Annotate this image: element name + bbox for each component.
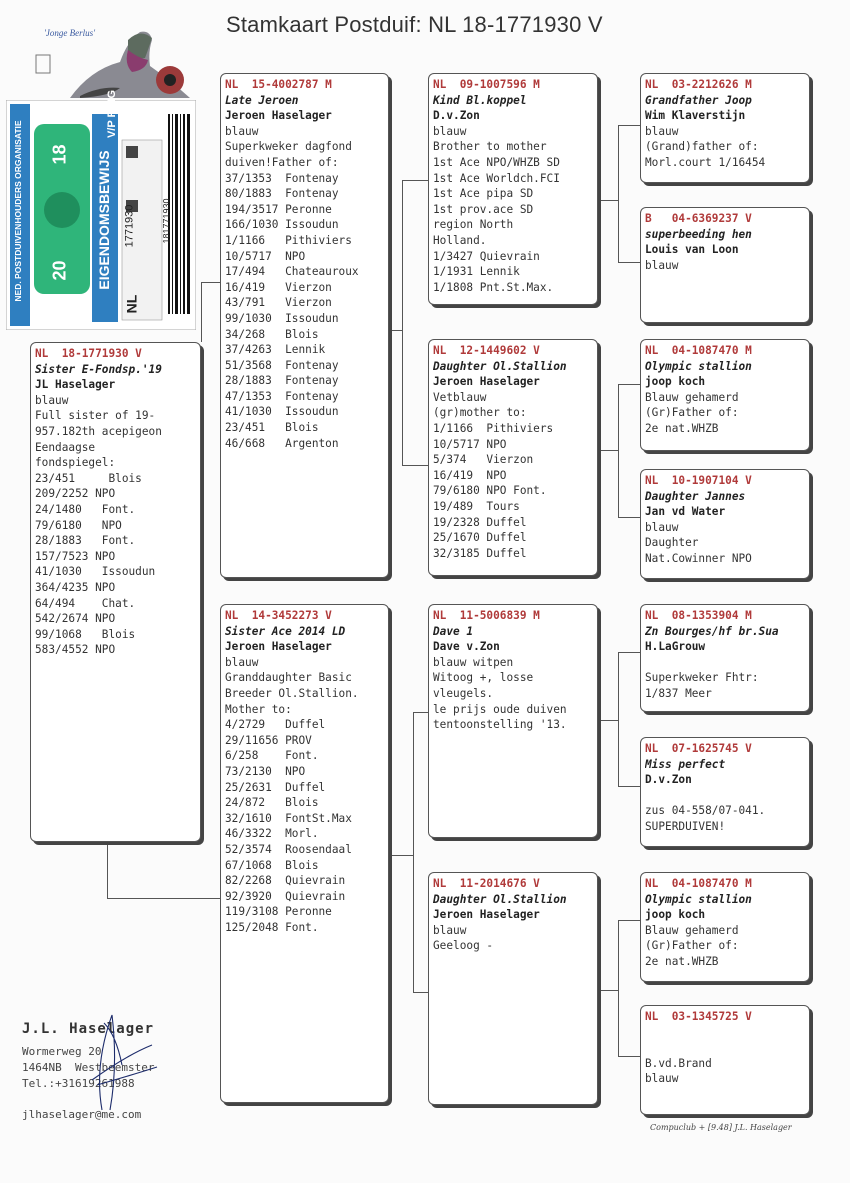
card-line: SUPERDUIVEN! bbox=[645, 819, 726, 833]
pigeon-name: Dave 1 bbox=[433, 624, 474, 638]
connector bbox=[402, 465, 428, 466]
connector bbox=[596, 990, 618, 991]
card-line: le prijs oude duiven bbox=[433, 702, 567, 716]
connector bbox=[596, 450, 618, 451]
pedigree-card-ssd bbox=[640, 207, 810, 323]
pigeon-name: Olympic stallion bbox=[645, 892, 752, 906]
breeder-name: JL Haselager bbox=[35, 378, 116, 392]
pedigree-card-dam-sire bbox=[428, 604, 598, 838]
connector bbox=[387, 855, 413, 856]
card-line: 1/1931 Lennik bbox=[433, 265, 520, 279]
connector bbox=[618, 125, 640, 126]
connector bbox=[201, 282, 222, 283]
card-line: blauw bbox=[433, 923, 467, 937]
connector bbox=[201, 282, 202, 342]
card-line: 80/1883 Fontenay bbox=[225, 187, 339, 201]
connector bbox=[596, 200, 618, 201]
pedigree-card-dds bbox=[640, 872, 810, 982]
pedigree-card-sire-sire bbox=[428, 73, 598, 305]
card-line: 24/1480 Font. bbox=[35, 502, 136, 516]
card-line: 16/419 NPO bbox=[433, 468, 507, 482]
card-line: blauw bbox=[433, 124, 467, 138]
card-line: 25/2631 Duffel bbox=[225, 780, 326, 794]
pedigree-card-subject bbox=[30, 342, 201, 842]
card-line: 32/3185 Duffel bbox=[433, 546, 527, 560]
card-line: 23/451 Blois bbox=[225, 421, 319, 435]
card-line: 23/451 Blois bbox=[35, 471, 142, 485]
pigeon-name: Miss perfect bbox=[645, 757, 726, 771]
pigeon-name: Kind Bl.koppel bbox=[433, 93, 527, 107]
pedigree-card-ddd bbox=[640, 1005, 810, 1115]
pedigree-card-dam-dam bbox=[428, 872, 598, 1105]
card-line: 194/3517 Peronne bbox=[225, 202, 332, 216]
owner-email: jlhaselager@me.com bbox=[22, 1108, 142, 1121]
signature bbox=[72, 1005, 162, 1115]
card-line: Nat.Cowinner NPO bbox=[645, 551, 752, 565]
card-line: (gr)mother to: bbox=[433, 406, 527, 420]
card-line: 46/668 Argenton bbox=[225, 436, 339, 450]
ring-number: NL 09-1007596 M bbox=[433, 78, 540, 91]
card-line: 92/3920 Quievrain bbox=[225, 889, 346, 903]
card-line: 1st Ace Worldch.FCI bbox=[433, 171, 560, 185]
connector bbox=[618, 262, 640, 263]
card-line: 1st Ace NPO/WHZB SD bbox=[433, 155, 560, 169]
card-line: tentoonstelling '13. bbox=[433, 718, 567, 732]
card-line: 37/1353 Fontenay bbox=[225, 171, 339, 185]
card-line: 34/268 Blois bbox=[225, 327, 319, 341]
card-line: Morl.court 1/16454 bbox=[645, 155, 766, 169]
card-line: 99/1030 Issoudun bbox=[225, 311, 339, 325]
breeder-name: Louis van Loon bbox=[645, 243, 739, 257]
card-line: (Gr)Father of: bbox=[645, 939, 739, 953]
card-line: 37/4263 Lennik bbox=[225, 343, 326, 357]
ring-country: NL bbox=[123, 294, 140, 314]
breeder-name: Jan vd Water bbox=[645, 505, 726, 519]
card-line: 125/2048 Font. bbox=[225, 920, 319, 934]
card-line: 28/1883 Fontenay bbox=[225, 374, 339, 388]
card-line: 32/1610 FontSt.Max bbox=[225, 811, 352, 825]
card-line: 47/1353 Fontenay bbox=[225, 389, 339, 403]
ownership-ring-card bbox=[6, 89, 196, 330]
breeder-name: Wim Klaverstijn bbox=[645, 109, 746, 123]
owner-phone: Tel.:+31619261988 bbox=[22, 1077, 135, 1090]
club-name-label: 'Jonge Berlus' bbox=[44, 28, 96, 38]
pedigree-card-sss bbox=[640, 73, 810, 183]
card-line: 10/5717 NPO bbox=[225, 249, 306, 263]
card-line: 29/11656 PROV bbox=[225, 733, 312, 747]
owner-name: J.L. Haselager bbox=[22, 1021, 155, 1037]
card-line: blauw bbox=[645, 1072, 679, 1086]
breeder-name: D.v.Zon bbox=[433, 109, 480, 123]
card-line: 2e nat.WHZB bbox=[645, 421, 719, 435]
card-line: blauw witpen bbox=[433, 655, 514, 669]
ring-title-label: EIGENDOMSBEWIJS bbox=[96, 150, 112, 290]
card-line: Brother to mother bbox=[433, 140, 547, 154]
card-line: Superkweker Fhtr: bbox=[645, 671, 759, 685]
card-line: 1/1166 Pithiviers bbox=[433, 421, 554, 435]
card-line: blauw bbox=[645, 124, 679, 138]
card-line: 583/4552 NPO bbox=[35, 643, 116, 657]
pigeon-name: Zn Bourges/hf br.Sua bbox=[645, 624, 779, 638]
connector bbox=[618, 652, 619, 786]
card-line: Blauw gehamerd bbox=[645, 923, 739, 937]
card-line: 1st prov.ace SD bbox=[433, 202, 534, 216]
pigeon-name: Late Jeroen bbox=[225, 93, 299, 107]
breeder-name: Dave v.Zon bbox=[433, 640, 500, 654]
card-line: 28/1883 Font. bbox=[35, 534, 136, 548]
connector bbox=[402, 180, 428, 181]
card-line: 67/1068 Blois bbox=[225, 858, 319, 872]
card-line: 16/419 Vierzon bbox=[225, 280, 332, 294]
card-line: 4/2729 Duffel bbox=[225, 718, 326, 732]
card-line: Breeder Ol.Stallion. bbox=[225, 686, 359, 700]
card-line: 1st Ace pipa SD bbox=[433, 187, 534, 201]
card-line bbox=[645, 655, 805, 671]
card-line: Daughter bbox=[645, 536, 699, 550]
pigeon-name bbox=[645, 1025, 805, 1041]
card-line: 19/2328 Duffel bbox=[433, 515, 527, 529]
card-line: 1/837 Meer bbox=[645, 686, 712, 700]
pedigree-card-dss bbox=[640, 604, 810, 712]
card-line: 24/872 Blois bbox=[225, 796, 319, 810]
owner-city: 1464NB Westbeemster bbox=[22, 1061, 155, 1074]
ring-number: 1771930 bbox=[123, 204, 136, 248]
connector bbox=[618, 384, 640, 385]
pedigree-card-sds bbox=[640, 339, 810, 451]
card-line: 82/2268 Quievrain bbox=[225, 874, 346, 888]
card-line: blauw bbox=[225, 655, 259, 669]
ring-number: B 04-6369237 V bbox=[645, 212, 752, 225]
card-line: Witoog +, losse bbox=[433, 671, 534, 685]
card-line: 157/7523 NPO bbox=[35, 549, 116, 563]
card-line: 25/1670 Duffel bbox=[433, 531, 527, 545]
ring-number: NL 12-1449602 V bbox=[433, 344, 540, 357]
pigeon-name: Daughter Ol.Stallion bbox=[433, 359, 567, 373]
card-line: 2e nat.WHZB bbox=[645, 954, 719, 968]
card-line: 51/3568 Fontenay bbox=[225, 358, 339, 372]
pedigree-card-sire bbox=[220, 73, 389, 578]
pigeon-name: Grandfather Joop bbox=[645, 93, 752, 107]
card-line: Holland. bbox=[433, 233, 487, 247]
card-line bbox=[645, 788, 805, 804]
owner-street: Wormerweg 20 bbox=[22, 1045, 102, 1058]
connector bbox=[107, 898, 222, 899]
card-line: Mother to: bbox=[225, 702, 292, 716]
ring-barcode-number: 181771930 bbox=[161, 198, 172, 244]
connector bbox=[618, 384, 619, 517]
card-line: blauw bbox=[645, 258, 679, 272]
ring-number: NL 10-1907104 V bbox=[645, 474, 752, 487]
pedigree-card-sdd bbox=[640, 469, 810, 579]
ring-prefix: 20 bbox=[49, 260, 70, 281]
connector bbox=[618, 786, 640, 787]
connector bbox=[618, 517, 640, 518]
page-title: Stamkaart Postduif: NL 18-1771930 V bbox=[226, 12, 603, 37]
breeder-name bbox=[645, 1040, 805, 1056]
card-line: (Gr)Father of: bbox=[645, 406, 739, 420]
ring-number: NL 11-5006839 M bbox=[433, 609, 540, 622]
breeder-name: joop koch bbox=[645, 375, 706, 389]
card-line: 1/3427 Quievrain bbox=[433, 249, 540, 263]
connector bbox=[618, 920, 619, 1056]
connector bbox=[413, 712, 414, 992]
pigeon-name: Sister Ace 2014 LD bbox=[225, 624, 346, 638]
card-line: 17/494 Chateauroux bbox=[225, 265, 359, 279]
ring-year: 18 bbox=[49, 144, 70, 165]
connector bbox=[618, 652, 640, 653]
card-line: vleugels. bbox=[433, 686, 494, 700]
card-line: Full sister of 19- bbox=[35, 409, 156, 423]
card-line: 209/2252 NPO bbox=[35, 487, 116, 501]
card-line: 10/5717 NPO bbox=[433, 437, 507, 451]
ring-number: NL 03-2212626 M bbox=[645, 78, 752, 91]
breeder-name: Jeroen Haselager bbox=[433, 375, 540, 389]
ring-number: NL 18-1771930 V bbox=[35, 347, 142, 360]
pigeon-name: Sister E-Fondsp.'19 bbox=[35, 362, 162, 376]
ring-type-label: V/P RING bbox=[106, 89, 118, 139]
breeder-name: Jeroen Haselager bbox=[225, 640, 332, 654]
card-line: blauw bbox=[35, 393, 69, 407]
card-line: region North bbox=[433, 218, 514, 232]
card-line: 64/494 Chat. bbox=[35, 596, 136, 610]
card-line: 79/6180 NPO bbox=[35, 518, 122, 532]
ring-number: NL 14-3452273 V bbox=[225, 609, 332, 622]
card-line: 73/2130 NPO bbox=[225, 764, 306, 778]
card-line: Blauw gehamerd bbox=[645, 390, 739, 404]
ring-number: NL 08-1353904 M bbox=[645, 609, 752, 622]
pedigree-card-dam bbox=[220, 604, 389, 1103]
card-line: 43/791 Vierzon bbox=[225, 296, 332, 310]
card-line: 119/3108 Peronne bbox=[225, 905, 332, 919]
connector bbox=[402, 180, 403, 465]
ring-org-label: NED. POSTDUIVENHOUDERS ORGANISATIE bbox=[13, 120, 23, 302]
card-line: 79/6180 NPO Font. bbox=[433, 484, 547, 498]
card-line: 5/374 Vierzon bbox=[433, 453, 534, 467]
card-line: Superkweker dagfond bbox=[225, 140, 352, 154]
card-line: Granddaughter Basic bbox=[225, 671, 352, 685]
breeder-name: D.v.Zon bbox=[645, 773, 692, 787]
card-line: 19/489 Tours bbox=[433, 499, 520, 513]
pigeon-name: superbeeding hen bbox=[645, 227, 752, 241]
card-line: 364/4235 NPO bbox=[35, 580, 116, 594]
ring-number: NL 03-1345725 V bbox=[645, 1010, 752, 1023]
connector bbox=[596, 720, 618, 721]
card-line: 41/1030 Issoudun bbox=[225, 405, 339, 419]
ring-number: NL 11-2014676 V bbox=[433, 877, 540, 890]
ring-number: NL 04-1087470 M bbox=[645, 344, 752, 357]
connector bbox=[107, 842, 108, 898]
card-line: zus 04-558/07-041. bbox=[645, 804, 766, 818]
connector bbox=[413, 712, 428, 713]
card-line: 46/3322 Morl. bbox=[225, 827, 319, 841]
pedigree-card-dsd bbox=[640, 737, 810, 847]
card-line: Geeloog - bbox=[433, 939, 494, 953]
card-line: 99/1068 Blois bbox=[35, 627, 136, 641]
card-line: (Grand)father of: bbox=[645, 140, 759, 154]
card-line: blauw bbox=[225, 124, 259, 138]
card-line: 1/1166 Pithiviers bbox=[225, 233, 352, 247]
connector bbox=[618, 125, 619, 262]
card-line: 52/3574 Roosendaal bbox=[225, 842, 352, 856]
card-line: duiven!Father of: bbox=[225, 155, 339, 169]
ring-number: NL 15-4002787 M bbox=[225, 78, 332, 91]
breeder-name: Jeroen Haselager bbox=[433, 908, 540, 922]
pigeon-name: Daughter Jannes bbox=[645, 489, 746, 503]
card-line: fondspiegel: bbox=[35, 456, 116, 470]
card-line: B.vd.Brand bbox=[645, 1056, 712, 1070]
connector bbox=[618, 1056, 640, 1057]
pedigree-card-sire-dam bbox=[428, 339, 598, 576]
card-line: Vetblauw bbox=[433, 390, 487, 404]
software-credit: Compuclub + [9.48] J.L. Haselager bbox=[650, 1123, 792, 1132]
card-line: blauw bbox=[645, 520, 679, 534]
pigeon-name: Olympic stallion bbox=[645, 359, 752, 373]
card-line: 1/1808 Pnt.St.Max. bbox=[433, 280, 554, 294]
card-line: 166/1030 Issoudun bbox=[225, 218, 339, 232]
connector bbox=[618, 920, 640, 921]
connector bbox=[387, 330, 402, 331]
card-line: 542/2674 NPO bbox=[35, 612, 116, 626]
card-line: 6/258 Font. bbox=[225, 749, 319, 763]
breeder-name: H.LaGrouw bbox=[645, 640, 706, 654]
card-line: 957.182th acepigeon bbox=[35, 424, 162, 438]
ring-number: NL 04-1087470 M bbox=[645, 877, 752, 890]
card-line: Eendaagse bbox=[35, 440, 96, 454]
pigeon-name: Daughter Ol.Stallion bbox=[433, 892, 567, 906]
ring-number: NL 07-1625745 V bbox=[645, 742, 752, 755]
breeder-name: Jeroen Haselager bbox=[225, 109, 332, 123]
card-line: 41/1030 Issoudun bbox=[35, 565, 156, 579]
connector bbox=[413, 992, 428, 993]
breeder-name: joop koch bbox=[645, 908, 706, 922]
